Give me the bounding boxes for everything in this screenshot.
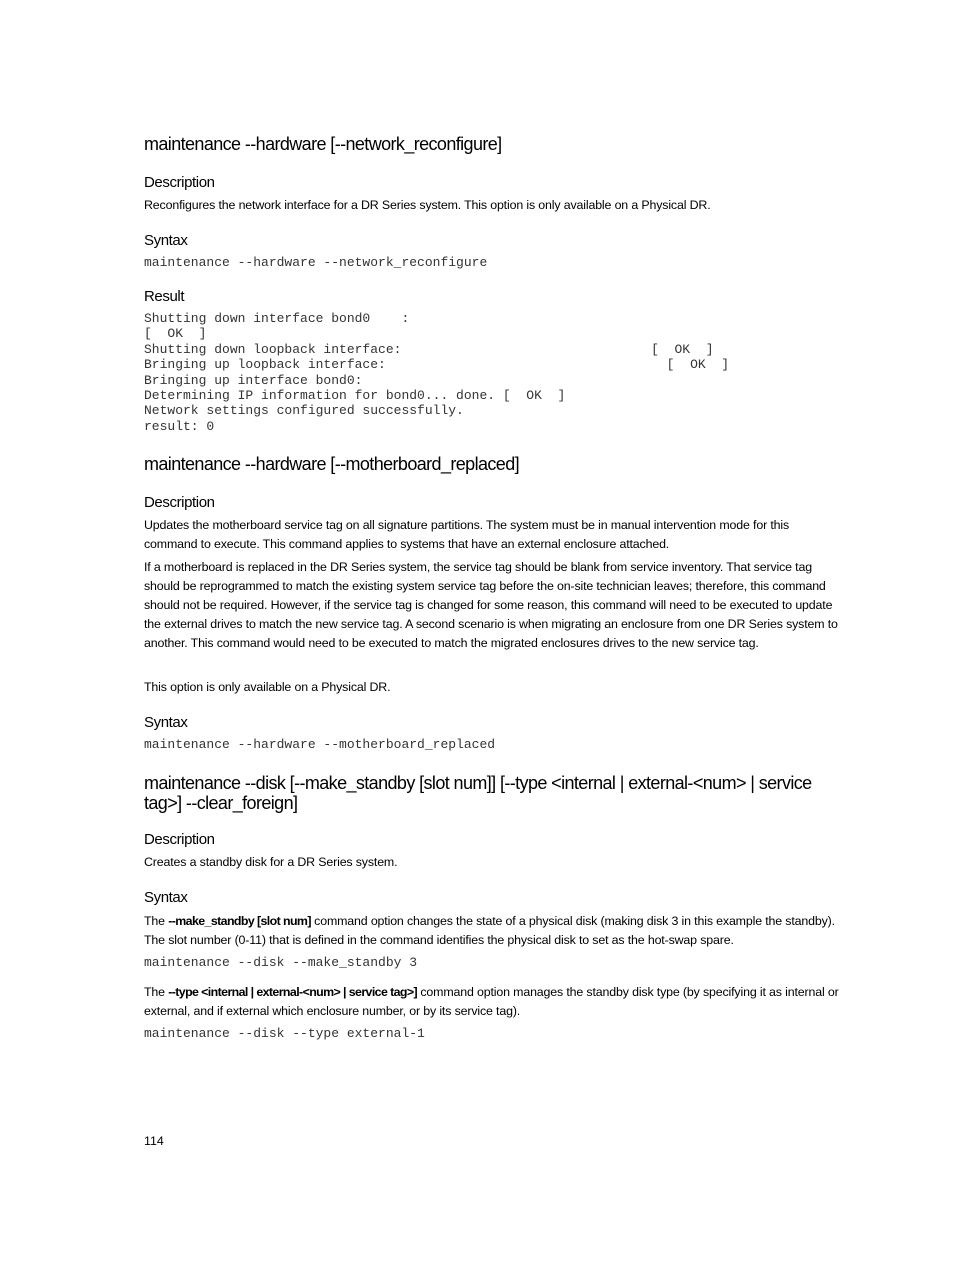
paragraph-prefix: The bbox=[144, 985, 169, 999]
syntax-code: maintenance --hardware --network_reconfigure bbox=[144, 255, 488, 270]
description-heading: Description bbox=[144, 174, 215, 191]
syntax-heading: Syntax bbox=[144, 714, 188, 731]
type-code: maintenance --disk --type external-1 bbox=[144, 1026, 425, 1041]
make-standby-code: maintenance --disk --make_standby 3 bbox=[144, 955, 418, 970]
syntax-code: maintenance --hardware --motherboard_replaced bbox=[144, 737, 496, 752]
option-name: --make_standby [slot num] bbox=[168, 914, 311, 928]
option-name: --type <internal | external-<num> | service tag>] bbox=[168, 985, 418, 999]
section-heading-motherboard-replaced: maintenance --hardware [--motherboard_replaced] bbox=[144, 454, 520, 474]
description-text: Reconfigures the network interface for a DR Series system. This option is only available on a Physical DR. bbox=[144, 198, 711, 212]
paragraph-prefix: The bbox=[144, 914, 169, 928]
description-text: Creates a standby disk for a DR Series system. bbox=[144, 855, 398, 869]
page-number: 114 bbox=[144, 1134, 164, 1148]
make-standby-paragraph bbox=[144, 912, 839, 950]
paragraph-body: command option manages the standby disk type (by specifying it as internal or external, and if external which enclosure number, or by its service tag). bbox=[144, 985, 839, 1018]
section-heading-disk: maintenance --disk [--make_standby [slot num]] [--type <internal | external-<num> | service tag>] --clear_foreign] bbox=[144, 773, 812, 813]
type-paragraph bbox=[144, 983, 839, 1021]
result-heading: Result bbox=[144, 288, 185, 305]
description-paragraph-3: This option is only available on a Physical DR. bbox=[144, 680, 391, 694]
description-paragraph-1: Updates the motherboard service tag on all signature partitions. The system must be in manual intervention mode for this command to execute. This command applies to systems that have an external enclosure attached. bbox=[144, 518, 790, 551]
paragraph-body: command option changes the state of a physical disk (making disk 3 in this example the standby). The slot number (0-11) that is defined in the command identifies the physical disk to set as the hot-swap spare. bbox=[144, 914, 835, 947]
result-code: Shutting down interface bond0 : [ OK ] Shutting down loopback interface: [ OK ] Bringing up loopback interface: [ OK ] Bringing up interface bond0: Determining IP information for bond0... done. [ OK ] Network settings configured successfully. result: 0 bbox=[144, 311, 730, 434]
description-heading: Description bbox=[144, 494, 215, 511]
syntax-heading: Syntax bbox=[144, 232, 188, 249]
section-heading-network-reconfigure: maintenance --hardware [--network_reconfigure] bbox=[144, 134, 502, 154]
description-paragraph-2: If a motherboard is replaced in the DR Series system, the service tag should be blank from service inventory. That service tag should be reprogrammed to match the existing system service tag before the on-site technician leaves; therefore, this command should not be required. However, if the service tag is changed for some reason, this command will need to be executed to update the external drives to match the new service tag. A second scenario is when migrating an enclosure from one DR Series system to another. This command would need to be executed to match the migrated enclosures drives to the new service tag. bbox=[144, 560, 838, 650]
description-heading: Description bbox=[144, 831, 215, 848]
syntax-heading: Syntax bbox=[144, 889, 188, 906]
